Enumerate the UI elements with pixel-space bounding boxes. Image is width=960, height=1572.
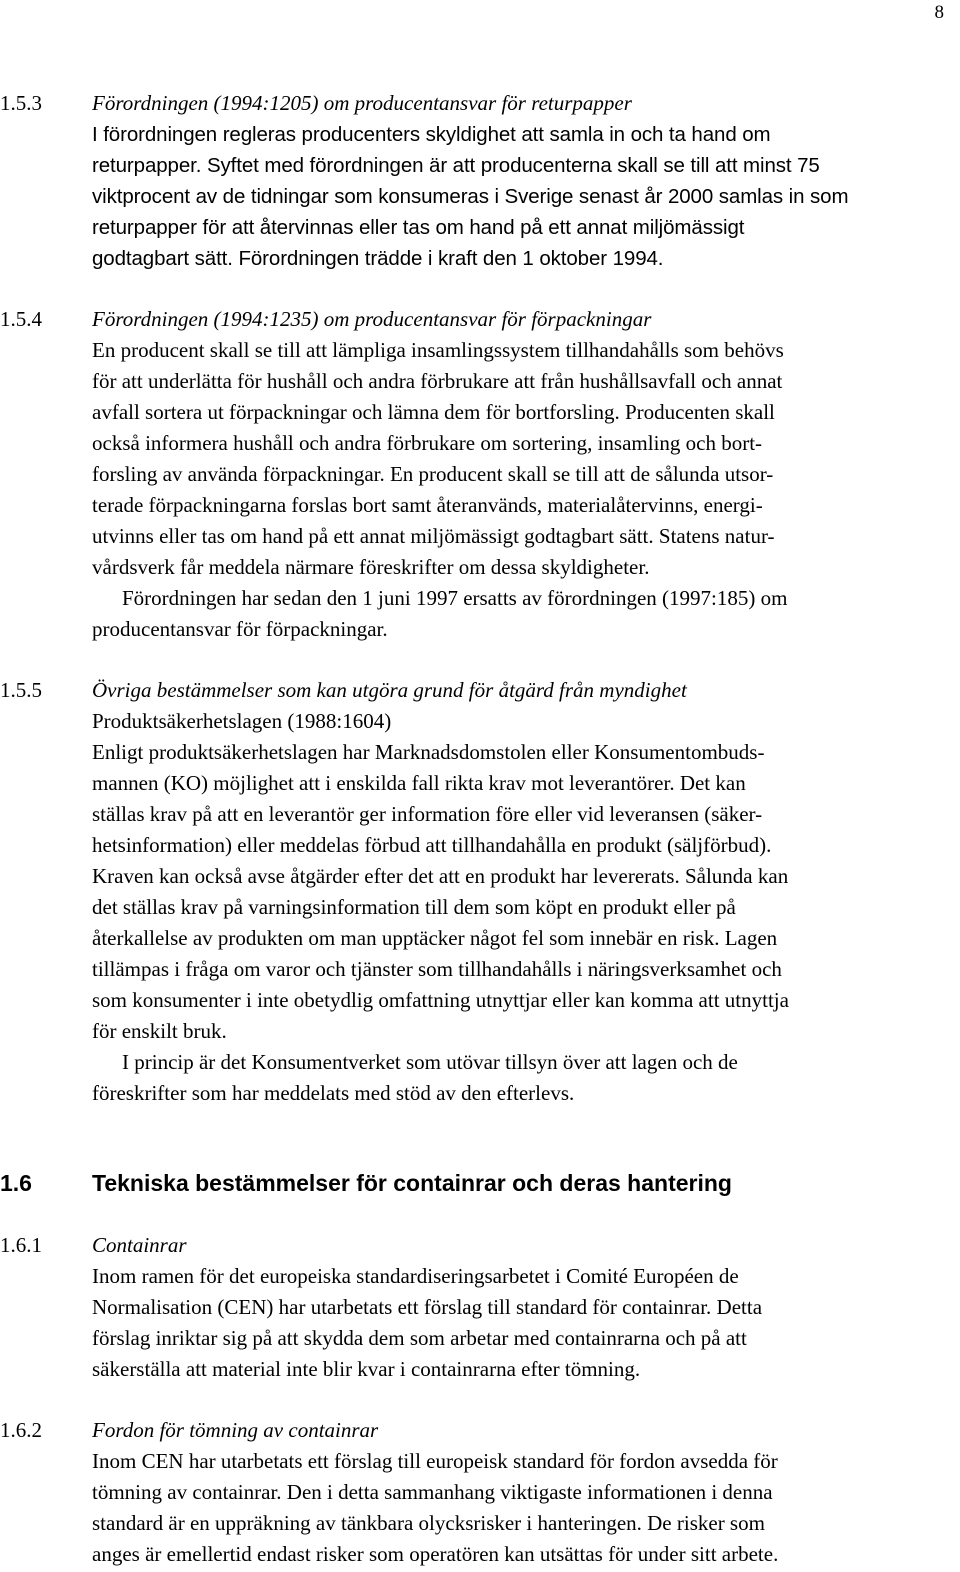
text-line: vårdsverk får meddela närmare föreskrifter om dessa skyldigheter. <box>92 555 650 579</box>
section-number: 1.5.3 <box>0 91 42 115</box>
section-body <box>92 1415 954 1570</box>
text-line: återkallelse av produkten om man upptäcker något fel som innebär en risk. Lagen <box>92 926 778 950</box>
text-line: returpapper. Syftet med förordningen är att producenterna skall se till att minst 75 <box>92 154 820 177</box>
section-heading: Fordon för tömning av containrar <box>92 1418 379 1442</box>
page-number: 8 <box>934 2 944 23</box>
text-line: En producent skall se till att lämpliga insamlingssystem tillhandahålls som behövs <box>92 338 784 362</box>
text-line: som konsumenter i inte obetydlig omfattning utnyttjar eller kan komma att utnyttja <box>92 988 789 1012</box>
text-line: Normalisation (CEN) har utarbetats ett förslag till standard för containrar. Detta <box>92 1295 763 1319</box>
text-line: producentansvar för förpackningar. <box>92 617 388 641</box>
section-number: 1.6 <box>0 1170 32 1196</box>
section-body <box>92 88 954 274</box>
text-line: för att underlätta för hushåll och andra förbrukare att från hushållsavfall och annat <box>92 369 783 393</box>
text-line: mannen (KO) möjlighet att i enskilda fall rikta krav mot leverantörer. Det kan <box>92 771 746 795</box>
text-line: föreskrifter som har meddelats med stöd av den efterlevs. <box>92 1081 575 1105</box>
section-number: 1.6.2 <box>0 1418 42 1442</box>
text-line: terade förpackningarna forslas bort samt återanvänds, materialåtervinns, energi- <box>92 493 763 517</box>
text-line: viktprocent av de tidningar som konsumeras i Sverige senast år 2000 samlas in som <box>92 185 849 208</box>
text-line: tillämpas i fråga om varor och tjänster som tillhandahålls i näringsverksamhet och <box>92 957 782 981</box>
text-line: Enligt produktsäkerhetslagen har Marknadsdomstolen eller Konsumentombuds- <box>92 740 765 764</box>
section-number: 1.5.4 <box>0 307 42 331</box>
text-line: standard är en uppräkning av tänkbara olycksrisker i hanteringen. De risker som <box>92 1511 765 1535</box>
section-heading: Containrar <box>92 1233 187 1257</box>
text-line: förslag inriktar sig på att skydda dem som arbetar med containrarna och på att <box>92 1326 747 1350</box>
text-line: Inom CEN har utarbetats ett förslag till europeisk standard för fordon avsedda för <box>92 1449 778 1473</box>
section-heading: Övriga bestämmelser som kan utgöra grund för åtgärd från myndighet <box>92 678 687 702</box>
section-title: Tekniska bestämmelser för containrar och deras hantering <box>92 1170 732 1196</box>
text-line: säkerställa att material inte blir kvar i containrarna efter tömning. <box>92 1357 641 1381</box>
text-line: hetsinformation) eller meddelas förbud att tillhandahålla en produkt (säljförbud). <box>92 833 772 857</box>
section-heading: Förordningen (1994:1205) om producentansvar för returpapper <box>92 91 632 115</box>
text-line: returpapper för att återvinnas eller tas om hand på ett annat miljömässigt <box>92 216 745 239</box>
text-line: godtagbart sätt. Förordningen trädde i kraft den 1 oktober 1994. <box>92 247 664 270</box>
text-line: Kraven kan också avse åtgärder efter det att en produkt har levererats. Sålunda kan <box>92 864 789 888</box>
text-line: också informera hushåll och andra förbrukare om sortering, insamling och bort- <box>92 431 763 455</box>
text-line: tömning av containrar. Den i detta sammanhang viktigaste informationen i denna <box>92 1480 773 1504</box>
text-line: ställas krav på att en leverantör ger information före eller vid leveransen (säker- <box>92 802 763 826</box>
section-body <box>92 1230 954 1385</box>
text-line: forsling av använda förpackningar. En producent skall se till att de sålunda utsor- <box>92 462 774 486</box>
section-body <box>92 675 954 1109</box>
section-heading: Förordningen (1994:1235) om producentansvar för förpackningar <box>92 307 652 331</box>
subheading: Produktsäkerhetslagen (1988:1604) <box>92 709 392 733</box>
text-line: Inom ramen för det europeiska standardiseringsarbetet i Comité Européen de <box>92 1264 739 1288</box>
text-line: utvinns eller tas om hand på ett annat miljömässigt godtagbart sätt. Statens natur- <box>92 524 775 548</box>
text-line: för enskilt bruk. <box>92 1019 227 1043</box>
section-body <box>92 304 954 645</box>
text-line: avfall sortera ut förpackningar och lämna dem för bortforsling. Producenten skall <box>92 400 775 424</box>
text-line: Förordningen har sedan den 1 juni 1997 ersatts av förordningen (1997:185) om <box>122 586 788 610</box>
text-line: I princip är det Konsumentverket som utövar tillsyn över att lagen och de <box>122 1050 738 1074</box>
text-line: det ställas krav på varningsinformation till dem som köpt en produkt eller på <box>92 895 736 919</box>
section-number: 1.6.1 <box>0 1233 42 1257</box>
section-number: 1.5.5 <box>0 678 42 702</box>
text-line: anges är emellertid endast risker som operatören kan utsättas för under sitt arbete. <box>92 1542 779 1566</box>
text-line: I förordningen regleras producenters skyldighet att samla in och ta hand om <box>92 123 771 146</box>
